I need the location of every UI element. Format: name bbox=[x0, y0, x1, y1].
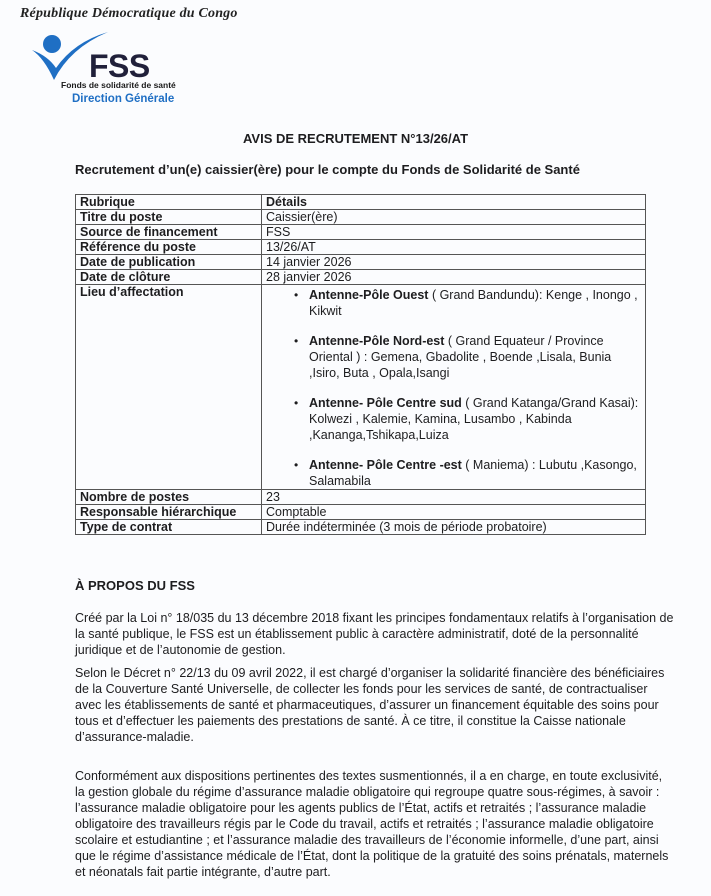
table-row-lieu bbox=[76, 285, 646, 490]
about-paragraph-3: Conformément aux dispositions pertinentes des textes susmentionnés, il a en charge, en toute exclusivité, la gestion globale du régime d’assurance maladie obligatoire qui regroupe quatre sous-régimes, à savoir : l’assurance maladie obligatoire pour les agents publics de l’État, actifs et retraités ; l’assurance maladie obligatoire des travailleurs régis par le Code du travail, actifs et retraités ; l’assurance maladie obligatoire scolaire et estudiantine ; et l’assurance maladie des travailleurs de l’économie informelle, d’une part, ainsi que le régime d’assistance médicale de l’État, dont la politique de la gratuité des soins prénatals, maternels et néonatals fait partie intégrante, d’autre part. bbox=[75, 769, 669, 879]
list-item bbox=[294, 395, 641, 443]
pole-name: Antenne-Pôle Nord-est bbox=[309, 334, 445, 348]
row-value: 28 janvier 2026 bbox=[262, 270, 646, 285]
table-row bbox=[76, 240, 646, 255]
document-subtitle: Recrutement d’un(e) caissier(ère) pour le compte du Fonds de Solidarité de Santé bbox=[75, 162, 580, 177]
pole-name: Antenne- Pôle Centre sud bbox=[309, 396, 462, 410]
logo-text: FSS bbox=[89, 48, 150, 84]
row-label: Référence du poste bbox=[76, 240, 262, 255]
row-value: Caissier(ère) bbox=[262, 210, 646, 225]
row-value: FSS bbox=[262, 225, 646, 240]
pole-name: Antenne-Pôle Ouest bbox=[309, 288, 429, 302]
row-value: Durée indéterminée (3 mois de période probatoire) bbox=[262, 520, 646, 535]
row-value: 13/26/AT bbox=[262, 240, 646, 255]
row-label: Lieu d’affectation bbox=[76, 285, 262, 490]
row-label: Date de publication bbox=[76, 255, 262, 270]
country-name: République Démocratique du Congo bbox=[20, 6, 238, 21]
row-value: 23 bbox=[262, 490, 646, 505]
pole-detail: ( Maniema) : Lubutu ,Kasongo, Salamabila bbox=[309, 458, 637, 488]
row-label: Responsable hiérarchique bbox=[76, 505, 262, 520]
row-value bbox=[262, 285, 646, 490]
pole-detail: ( Grand Katanga/Grand Kasai): Kolwezi , Kalemie, Kamina, Lusambo , Kabinda ,Kananga,Tshikapa,Luiza bbox=[309, 396, 639, 442]
pole-detail: ( Grand Equateur / Province Oriental ) : Gemena, Gbadolite , Boende ,Lisala, Bunia ,Isiro, Buta , Opala,Isangi bbox=[309, 334, 612, 380]
row-value: Comptable bbox=[262, 505, 646, 520]
table-row bbox=[76, 505, 646, 520]
row-label: Date de clôture bbox=[76, 270, 262, 285]
list-item bbox=[294, 457, 641, 489]
about-paragraph-2: Selon le Décret n° 22/13 du 09 avril 2022, il est chargé d’organiser la solidarité financière des bénéficiaires de la Couverture Santé Universelle, de collecter les fonds pour les services de santé, de contractualiser avec les établissements de santé et pharmaceutiques, d’assurer un financement équitable des soins pour tous et d’effectuer les paiements des prestations de santé. À ce titre, il constitue la Caisse nationale d’assurance-maladie. bbox=[75, 666, 665, 744]
direction-label: Direction Générale bbox=[72, 93, 175, 105]
table-row bbox=[76, 225, 646, 240]
letterhead bbox=[0, 0, 260, 110]
table-row bbox=[76, 255, 646, 270]
location-list bbox=[266, 287, 641, 489]
row-label: Source de financement bbox=[76, 225, 262, 240]
table-row bbox=[76, 490, 646, 505]
table-row bbox=[76, 270, 646, 285]
document-title: AVIS DE RECRUTEMENT N°13/26/AT bbox=[242, 131, 469, 146]
row-label: Nombre de postes bbox=[76, 490, 262, 505]
table-row bbox=[76, 210, 646, 225]
pole-detail: ( Grand Bandundu): Kenge , Inongo , Kikwit bbox=[309, 288, 638, 318]
pole-name: Antenne- Pôle Centre -est bbox=[309, 458, 462, 472]
list-item bbox=[294, 333, 641, 381]
job-details-table bbox=[75, 194, 646, 535]
header-rubrique: Rubrique bbox=[76, 195, 262, 210]
row-label: Type de contrat bbox=[76, 520, 262, 535]
about-paragraph-1: Créé par la Loi n° 18/035 du 13 décembre 2018 fixant les principes fondamentaux relatifs à l’organisation de la santé publique, le FSS est un établissement public à caractère administratif, doté de la personnalité juridique et de l’autonomie de gestion. bbox=[75, 611, 674, 657]
row-label: Titre du poste bbox=[76, 210, 262, 225]
list-item bbox=[294, 287, 641, 319]
header-details: Détails bbox=[262, 195, 646, 210]
table-row bbox=[76, 520, 646, 535]
about-heading: À PROPOS DU FSS bbox=[75, 578, 195, 593]
logo-subtitle: Fonds de solidarité de santé bbox=[61, 80, 176, 90]
row-value: 14 janvier 2026 bbox=[262, 255, 646, 270]
table-header-row bbox=[76, 195, 646, 210]
